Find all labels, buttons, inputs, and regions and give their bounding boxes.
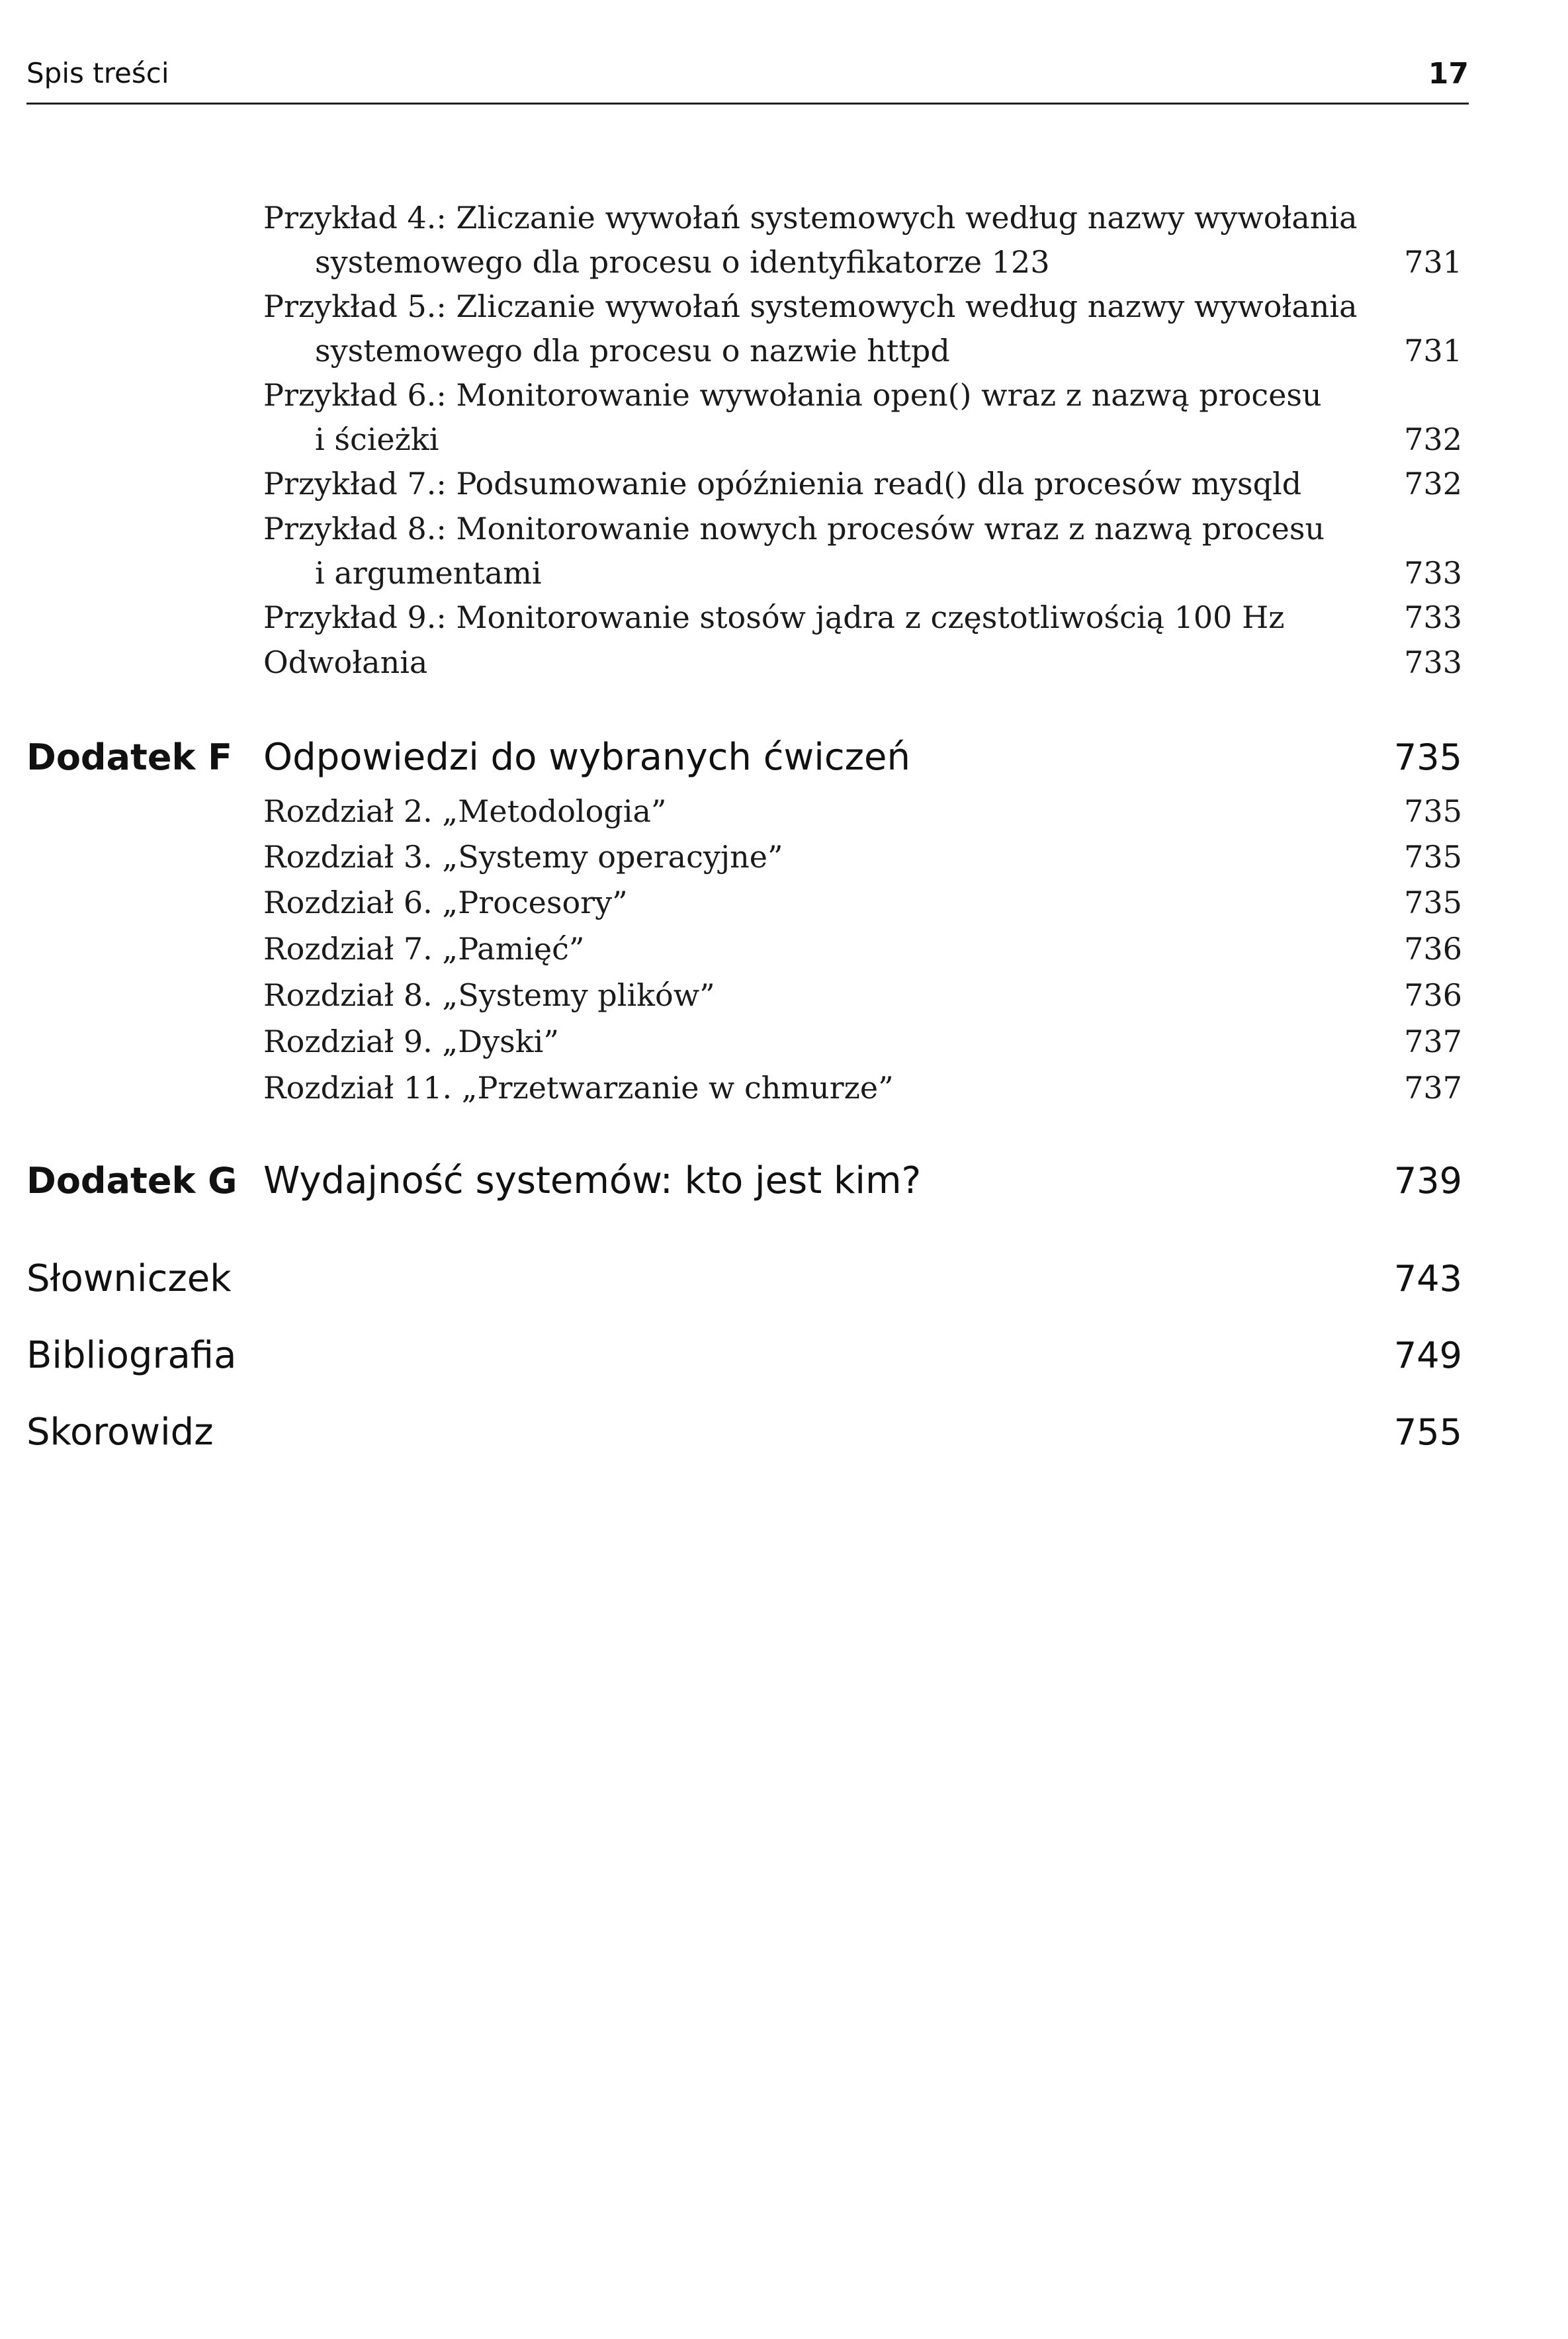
glossary-page: 743: [1393, 1258, 1462, 1300]
entry-text: Przykład 8.: Monitorowanie nowych procesów wraz z nazwą procesu: [263, 511, 1325, 547]
toc-entry-example-7[interactable]: [263, 462, 1301, 506]
entry-text-continued: systemowego dla procesu o identyfikatorze 123: [315, 244, 1050, 280]
entry-page: 732: [1404, 421, 1462, 457]
entry-text: Rozdział 8. „Systemy plików”: [263, 977, 715, 1013]
toc-entry-example-6[interactable]: [263, 373, 1322, 462]
entry-text: Odwołania: [263, 644, 428, 680]
entry-page: 735: [1404, 839, 1462, 875]
entry-page: 735: [1404, 793, 1462, 829]
entry-page: 733: [1404, 644, 1462, 680]
running-header-title: Spis treści: [26, 57, 169, 89]
toc-entry-example-5[interactable]: [263, 285, 1358, 373]
entry-page: 736: [1404, 931, 1462, 967]
glossary-title[interactable]: Słowniczek: [26, 1257, 232, 1300]
toc-entry-chapter-9[interactable]: [263, 1020, 559, 1064]
entry-text: Przykład 5.: Zliczanie wywołań systemowych według nazwy wywołania: [263, 288, 1358, 324]
entry-text: Przykład 7.: Podsumowanie opóźnienia read() dla procesów mysqld: [263, 466, 1302, 502]
entry-text: Przykład 4.: Zliczanie wywołań systemowych według nazwy wywołania: [263, 200, 1358, 236]
bibliography-title[interactable]: Bibliografia: [26, 1334, 237, 1377]
toc-entry-chapter-2[interactable]: [263, 789, 666, 834]
appendix-f-label: Dodatek F: [26, 736, 233, 778]
entry-text: Rozdział 6. „Procesory”: [263, 885, 628, 920]
index-title[interactable]: Skorowidz: [26, 1411, 214, 1454]
entry-page: 733: [1404, 599, 1462, 635]
entry-page: 737: [1404, 1024, 1462, 1059]
header-rule: [26, 103, 1469, 105]
entry-page: 735: [1404, 885, 1462, 920]
appendix-g-page: 739: [1393, 1160, 1462, 1202]
entry-page: 737: [1404, 1070, 1462, 1106]
toc-entry-chapter-7[interactable]: [263, 927, 584, 971]
entry-page: 736: [1404, 977, 1462, 1013]
toc-entry-example-9[interactable]: [263, 596, 1284, 640]
entry-text: Rozdział 9. „Dyski”: [263, 1024, 559, 1059]
toc-entry-example-4[interactable]: [263, 196, 1358, 285]
toc-entry-chapter-3[interactable]: [263, 835, 783, 879]
entry-text: Rozdział 11. „Przetwarzanie w chmurze”: [263, 1070, 894, 1106]
appendix-g-title[interactable]: Wydajność systemów: kto jest kim?: [263, 1159, 922, 1202]
toc-entry-example-8[interactable]: [263, 507, 1325, 596]
entry-text: Przykład 6.: Monitorowanie wywołania open() wraz z nazwą procesu: [263, 377, 1322, 413]
appendix-f-title[interactable]: Odpowiedzi do wybranych ćwiczeń: [263, 736, 910, 779]
entry-page: 731: [1404, 244, 1462, 280]
toc-entry-chapter-8[interactable]: [263, 973, 715, 1018]
appendix-g-label: Dodatek G: [26, 1160, 238, 1202]
entry-text-continued: i ścieżki: [315, 421, 439, 457]
entry-text: Rozdział 3. „Systemy operacyjne”: [263, 839, 783, 875]
entry-page: 733: [1404, 555, 1462, 591]
page-number: 17: [1428, 57, 1469, 91]
index-page: 755: [1393, 1411, 1462, 1453]
toc-entry-references[interactable]: [263, 640, 427, 685]
bibliography-page: 749: [1393, 1335, 1462, 1376]
entry-text: Rozdział 2. „Metodologia”: [263, 793, 667, 829]
toc-entry-chapter-11[interactable]: [263, 1066, 894, 1110]
entry-text-continued: i argumentami: [315, 555, 542, 591]
entry-text-continued: systemowego dla procesu o nazwie httpd: [315, 333, 950, 369]
appendix-f-page: 735: [1393, 736, 1462, 778]
entry-text: Przykład 9.: Monitorowanie stosów jądra z częstotliwością 100 Hz: [263, 599, 1285, 635]
entry-page: 731: [1404, 333, 1462, 369]
entry-page: 732: [1404, 466, 1462, 502]
toc-entry-chapter-6[interactable]: [263, 881, 628, 925]
entry-text: Rozdział 7. „Pamięć”: [263, 931, 585, 967]
